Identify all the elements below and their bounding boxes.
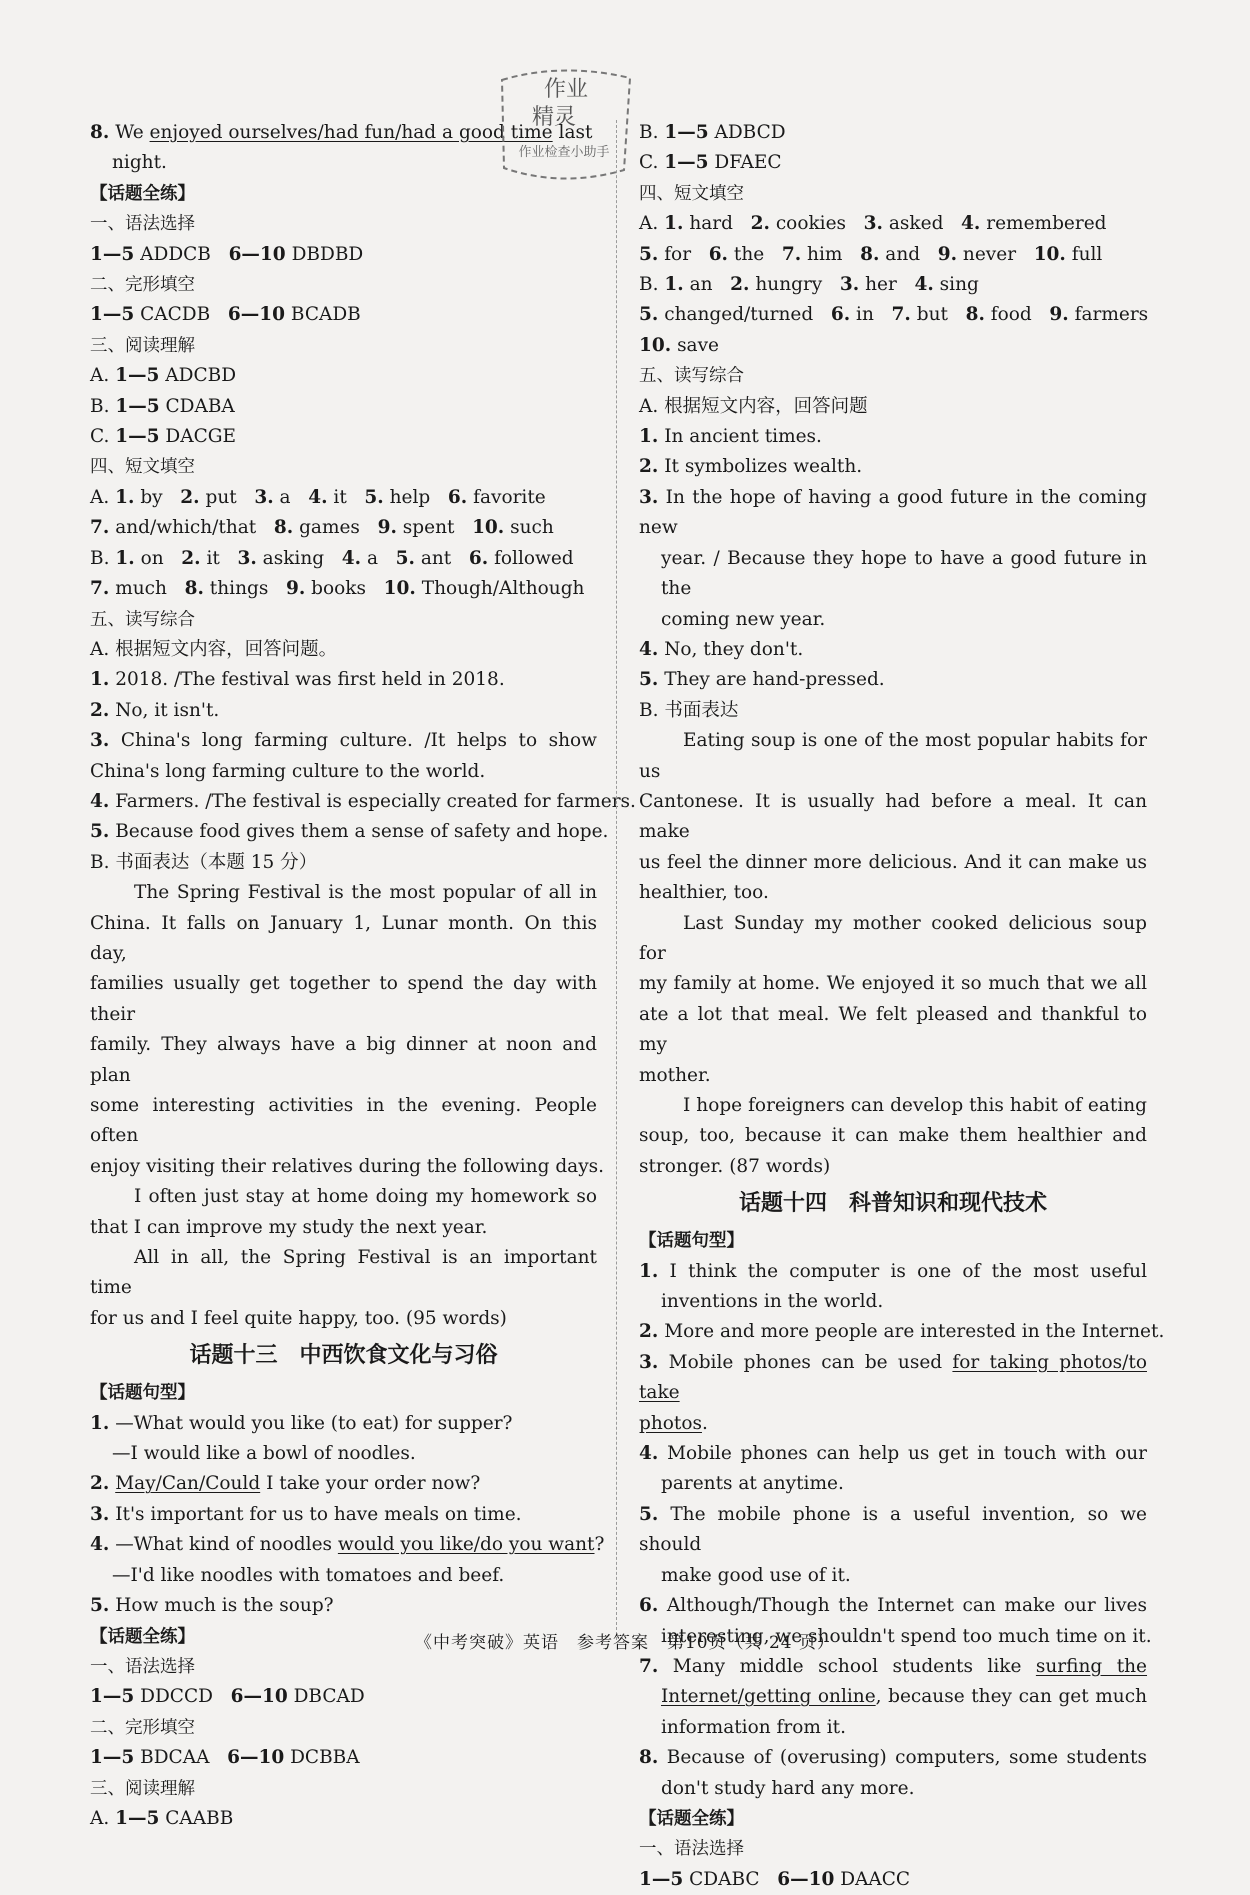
topic-heading: 话题十三 中西饮食文化与习俗 [189, 1343, 498, 1369]
subsection-heading: 三、阅读理解 [90, 335, 195, 356]
section-heading: 【话题全练】 [639, 1808, 744, 1829]
answer-line: B. 1—5 CDABA [90, 395, 235, 417]
answer-line: B. 1—5 ADBCD [639, 122, 786, 143]
answer-line: 5. How much is the soup? [90, 1595, 334, 1617]
answer-line: A. 1—5 CAABB [90, 1807, 234, 1829]
stamp-line2: 精灵 [531, 105, 577, 130]
section-heading: 【话题全练】 [90, 183, 195, 204]
answer-line: 5. changed/turned 6. in 7. but 8. food 9. farmers [639, 304, 1149, 326]
answer-line: 4. Farmers. /The festival is especially created for farmers. [90, 790, 636, 812]
page-footer: 《中考突破》英语 参考答案 第10页（共 24 页） [414, 1633, 836, 1653]
answer-line: 3. Mobile phones can be used for taking photos/to take [639, 1351, 1147, 1404]
answer-line: China. It falls on January 1, Lunar month. On this day, [90, 912, 597, 964]
answer-line: 4. Mobile phones can help us get in touch with our [639, 1443, 1147, 1465]
answer-line: 1—5 DDCCD 6—10 DBCAD [90, 1686, 365, 1708]
stamp-line1: 作业 [543, 77, 589, 102]
answer-line: I often just stay at home doing my homework so [134, 1186, 597, 1208]
subsection-heading: 三、阅读理解 [90, 1778, 195, 1799]
answer-line: 1. 2018. /The festival was first held in 2018. [90, 669, 505, 691]
subsection-heading: 五、读写综合 [639, 366, 744, 387]
answer-line: 1—5 CDABC 6—10 DAACC [639, 1868, 911, 1890]
answer-line: A. 1. hard 2. cookies 3. asked 4. remembered [639, 213, 1107, 235]
answer-line: that I can improve my study the next year. [90, 1216, 488, 1238]
answer-line: All in all, the Spring Festival is an important time [90, 1247, 597, 1299]
subsection-heading: 一、语法选择 [90, 214, 195, 235]
answer-line: some interesting activities in the evening. People often [90, 1095, 597, 1147]
answer-line: B. 书面表达 [639, 699, 739, 721]
subsection-heading: 一、语法选择 [639, 1839, 744, 1860]
answer-line: don't study hard any more. [661, 1777, 915, 1799]
answer-line: 1—5 BDCAA 6—10 DCBBA [90, 1747, 360, 1769]
answer-line: healthier, too. [639, 882, 769, 904]
topic-heading: 话题十四 科普知识和现代技术 [738, 1191, 1047, 1217]
answer-line: 6. Although/Though the Internet can make our lives [639, 1595, 1147, 1617]
answer-line: 5. for 6. the 7. him 8. and 9. never 10. full [639, 243, 1103, 265]
answer-line: photos. [639, 1412, 708, 1434]
column-divider [616, 120, 617, 1640]
answer-line: 1—5 ADDCB 6—10 DBDBD [90, 243, 364, 265]
stamp-line3: 作业检查小助手 [518, 145, 610, 160]
answer-line: coming new year. [661, 608, 826, 630]
subsection-heading: 五、读写综合 [90, 609, 195, 630]
answer-line: C. 1—5 DFAEC [639, 152, 782, 174]
answer-line: The Spring Festival is the most popular of all in [134, 882, 597, 904]
answer-line: 5. They are hand-pressed. [639, 669, 885, 691]
answer-line: 7. much 8. things 9. books 10. Though/Although [90, 578, 585, 600]
answer-line: parents at anytime. [661, 1473, 844, 1495]
answer-line: mother. [639, 1064, 711, 1086]
subsection-heading: 二、完形填空 [90, 1717, 195, 1738]
answer-line: 4. —What kind of noodles would you like/do you want? [90, 1534, 605, 1556]
answer-line: 7. and/which/that 8. games 9. spent 10. such [90, 517, 554, 539]
answer-line: my family at home. We enjoyed it so much that we all [639, 973, 1147, 995]
answer-line: soup, too, because it can make them healthier and [639, 1125, 1147, 1147]
answer-line: 5. The mobile phone is a useful invention, so we should [639, 1503, 1147, 1556]
answer-line: 8. We enjoyed ourselves/had fun/had a good time last [90, 122, 593, 143]
answer-line: 2. More and more people are interested in the Internet. [639, 1321, 1165, 1343]
subsection-heading: 二、完形填空 [90, 275, 195, 296]
answer-line: —I'd like noodles with tomatoes and beef. [112, 1564, 505, 1586]
answer-line: year. / Because they hope to have a good future in the [661, 547, 1147, 600]
answer-line: make good use of it. [661, 1564, 851, 1586]
answer-line: 2. No, it isn't. [90, 699, 220, 721]
answer-line: Cantonese. It is usually had before a meal. It can make [639, 790, 1147, 843]
section-heading: 【话题句型】 [90, 1383, 195, 1404]
section-heading: 【话题句型】 [639, 1231, 744, 1252]
answer-line: family. They always have a big dinner at noon and plan [90, 1034, 597, 1086]
answer-line: 7. Many middle school students like surfing the [639, 1655, 1148, 1677]
answer-line: information from it. [661, 1716, 846, 1738]
answer-line: Internet/getting online, because they can get much [661, 1686, 1147, 1708]
answer-line: C. 1—5 DACGE [90, 426, 237, 448]
answer-line: B. 1. an 2. hungry 3. her 4. sing [639, 274, 979, 296]
answer-line: 1. In ancient times. [639, 426, 822, 448]
answer-line: ate a lot that meal. We felt pleased and thankful to my [639, 1003, 1147, 1056]
answer-line: for us and I feel quite happy, too. (95 words) [90, 1307, 507, 1329]
answer-line: 4. No, they don't. [639, 638, 804, 660]
answer-line: families usually get together to spend the day with their [90, 973, 597, 1025]
answer-line: night. [112, 152, 167, 174]
answer-line: stronger. (87 words) [639, 1155, 831, 1177]
answer-line: 2. May/Can/Could I take your order now? [90, 1473, 481, 1495]
answer-line: 10. save [639, 334, 719, 356]
answer-line: B. 1. on 2. it 3. asking 4. a 5. ant 6. followed [90, 547, 574, 569]
answer-line: China's long farming culture to the world. [90, 760, 486, 782]
answer-line: 1. I think the computer is one of the most useful [639, 1260, 1147, 1282]
answer-line: 3. It's important for us to have meals on time. [90, 1503, 522, 1525]
answer-line: 3. China's long farming culture. /It helps to show [90, 730, 597, 752]
answer-line: A. 1—5 ADCBD [90, 365, 237, 387]
answer-line: inventions in the world. [661, 1291, 884, 1313]
section-heading: 【话题全练】 [90, 1626, 195, 1647]
subsection-heading: 一、语法选择 [90, 1656, 195, 1677]
answer-line: A. 根据短文内容，回答问题 [639, 395, 868, 417]
answer-line: A. 根据短文内容，回答问题。 [90, 638, 338, 660]
answer-line: B. 书面表达（本题 15 分） [90, 851, 318, 873]
answer-line: us feel the dinner more delicious. And it can make us [639, 851, 1147, 873]
answer-line: 5. Because food gives them a sense of safety and hope. [90, 821, 609, 843]
answer-line: enjoy visiting their relatives during the following days. [90, 1155, 605, 1177]
answer-line: I hope foreigners can develop this habit of eating [683, 1095, 1147, 1116]
answer-line: 8. Because of (overusing) computers, some students [639, 1747, 1147, 1769]
subsection-heading: 四、短文填空 [639, 183, 744, 204]
answer-line: Last Sunday my mother cooked delicious soup for [639, 912, 1147, 964]
answer-line: 1. —What would you like (to eat) for supper? [90, 1412, 513, 1434]
answer-line: 3. In the hope of having a good future in the coming new [639, 486, 1147, 539]
answer-line: 2. It symbolizes wealth. [639, 456, 863, 478]
subsection-heading: 四、短文填空 [90, 457, 195, 478]
answer-line: A. 1. by 2. put 3. a 4. it 5. help 6. favorite [90, 486, 546, 508]
answer-line: interesting, we shouldn't spend too much time on it. [661, 1625, 1152, 1647]
answer-line: —I would like a bowl of noodles. [112, 1443, 416, 1465]
answer-line: Eating soup is one of the most popular habits for us [639, 730, 1147, 782]
watermark-stamp [492, 58, 640, 198]
answer-line: 1—5 CACDB 6—10 BCADB [90, 304, 361, 326]
